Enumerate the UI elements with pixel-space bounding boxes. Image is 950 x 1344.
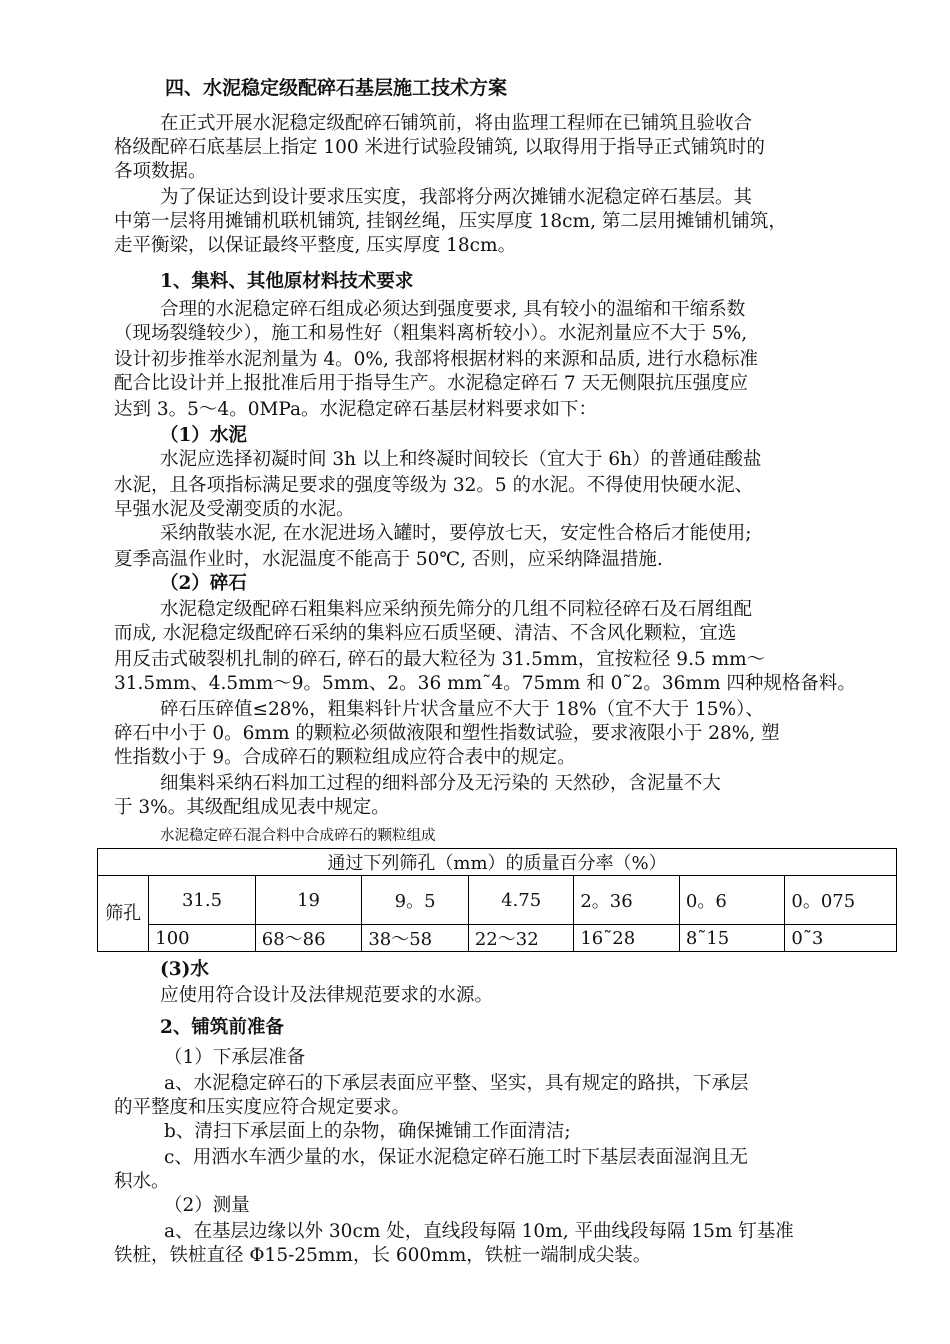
percent-cell: 22～32	[468, 925, 574, 952]
paragraph-line: 铁桩，铁桩直径 Φ15-25mm，长 600mm，铁桩一端制成尖装。	[114, 1245, 652, 1266]
paragraph-line: 31.5mm、4.5mm～9。5mm、2。36 mm˜4。75mm 和 0˜2。36mm 四种规格备料。	[114, 673, 856, 694]
item-title: （2）测量	[164, 1195, 250, 1216]
intro-line: 各项数据。	[114, 161, 207, 182]
paragraph-line: 细集料采纳石料加工过程的细料部分及无污染的 天然砂，含泥量不大	[160, 773, 721, 794]
paragraph-line: 于 3%。其级配组成见表中规定。	[114, 797, 390, 818]
paragraph-line: 而成, 水泥稳定级配碎石采纳的集料应石质坚硬、清洁、不含风化颗粒，宜选	[114, 623, 737, 644]
table-caption: 水泥稳定碎石混合料中合成碎石的颗粒组成	[160, 828, 436, 844]
sieve-size-cell: 0。6	[679, 876, 785, 925]
percent-cell: 0˜3	[785, 925, 897, 952]
paragraph-line: 早强水泥及受潮变质的水泥。	[114, 499, 355, 520]
percent-cell: 16˜28	[574, 925, 680, 952]
sieve-size-cell: 4.75	[468, 876, 574, 925]
paragraph-line: 合理的水泥稳定碎石组成必须达到强度要求, 具有较小的温缩和干缩系数	[160, 299, 746, 320]
sieve-size-cell: 0。075	[785, 876, 897, 925]
item-title: （1）下承层准备	[164, 1047, 306, 1068]
intro-line: 格级配碎石底基层上指定 100 米进行试验段铺筑, 以取得用于指导正式铺筑时的	[114, 137, 765, 158]
percent-row	[98, 925, 897, 952]
paragraph-line: b、清扫下承层面上的杂物，确保摊铺工作面清洁;	[164, 1121, 571, 1142]
paragraph-line: 积水。	[114, 1171, 170, 1192]
paragraph-line: 水泥稳定级配碎石粗集料应采纳预先筛分的几组不同粒径碎石及石屑组配	[160, 599, 753, 620]
subsection-title: 1、集料、其他原材料技术要求	[160, 271, 414, 292]
table-header-row	[98, 849, 897, 876]
item-title: （2）碎石	[160, 573, 247, 594]
sieve-size-cell: 2。36	[574, 876, 680, 925]
paragraph-line: 采纳散装水泥, 在水泥进场入罐时，要停放七天，安定性合格后才能使用;	[160, 523, 752, 544]
paragraph-line: 性指数小于 9。合成碎石的颗粒组成应符合表中的规定。	[114, 747, 576, 768]
paragraph-line: 达到 3。5～4。0MPa。水泥稳定碎石基层材料要求如下：	[114, 399, 598, 420]
paragraph-line: 夏季高温作业时，水泥温度不能高于 50℃, 否则，应采纳降温措施.	[114, 549, 663, 570]
sieve-label: 筛孔	[98, 876, 149, 952]
item-title: （1）水泥	[160, 425, 247, 446]
subsection-title: 2、铺筑前准备	[160, 1017, 284, 1038]
paragraph-line: 碎石压碎值≤28%，粗集料针片状含量应不大于 18%（宜不大于 15%）、	[160, 699, 764, 720]
paragraph-line: 水泥，且各项指标满足要求的强度等级为 32。5 的水泥。不得使用快硬水泥、	[114, 475, 754, 496]
intro-line: 走平衡梁，以保证最终平整度, 压实厚度 18cm。	[114, 235, 517, 256]
sieve-size-cell: 9。5	[362, 876, 469, 925]
percent-cell: 68～86	[255, 925, 362, 952]
percent-cell: 100	[149, 925, 256, 952]
paragraph-line: 水泥应选择初凝时间 3h 以上和终凝时间较长（宜大于 6h）的普通硅酸盐	[160, 449, 762, 470]
paragraph-line: 配合比设计并上报批准后用于指导生产。水泥稳定碎石 7 天无侧限抗压强度应	[114, 373, 749, 394]
intro-line: 在正式开展水泥稳定级配碎石铺筑前，将由监理工程师在已铺筑且验收合	[160, 113, 753, 134]
gradation-table	[97, 848, 897, 952]
paragraph-line: 碎石中小于 0。6mm 的颗粒必须做液限和塑性指数试验，要求液限小于 28%, 塑	[114, 723, 780, 744]
sieve-size-cell: 31.5	[149, 876, 256, 925]
paragraph-line: 用反击式破裂机扎制的碎石, 碎石的最大粒径为 31.5mm，宜按粒径 9.5 mm～	[114, 649, 766, 670]
percent-cell: 8˜15	[679, 925, 785, 952]
intro-line: 为了保证达到设计要求压实度，我部将分两次摊铺水泥稳定碎石基层。其	[160, 187, 753, 208]
paragraph-line: 的平整度和压实度应符合规定要求。	[114, 1097, 411, 1118]
section-heading: 四、水泥稳定级配碎石基层施工技术方案	[165, 77, 508, 99]
table-header: 通过下列筛孔（mm）的质量百分率（%）	[98, 849, 897, 876]
paragraph-line: 设计初步推举水泥剂量为 4。0%, 我部将根据材料的来源和品质, 进行水稳标准	[114, 349, 759, 370]
paragraph-line: c、用洒水车洒少量的水，保证水泥稳定碎石施工时下基层表面湿润且无	[164, 1147, 748, 1168]
intro-line: 中第一层将用摊铺机联机铺筑, 挂钢丝绳，压实厚度 18cm, 第二层用摊铺机铺筑，	[114, 211, 787, 232]
paragraph-line: （现场裂缝较少），施工和易性好（粗集料离析较小）。水泥剂量应不大于 5%,	[114, 323, 748, 344]
sieve-size-row	[98, 876, 897, 925]
item-title: (3)水	[160, 959, 209, 980]
paragraph-line: a、在基层边缘以外 30cm 处，直线段每隔 10m, 平曲线段每隔 15m 钉基准	[164, 1221, 794, 1242]
paragraph-line: a、水泥稳定碎石的下承层表面应平整、坚实，具有规定的路拱，下承层	[164, 1073, 749, 1094]
sieve-size-cell: 19	[255, 876, 362, 925]
percent-cell: 38～58	[362, 925, 469, 952]
paragraph-line: 应使用符合设计及法律规范要求的水源。	[160, 985, 494, 1006]
